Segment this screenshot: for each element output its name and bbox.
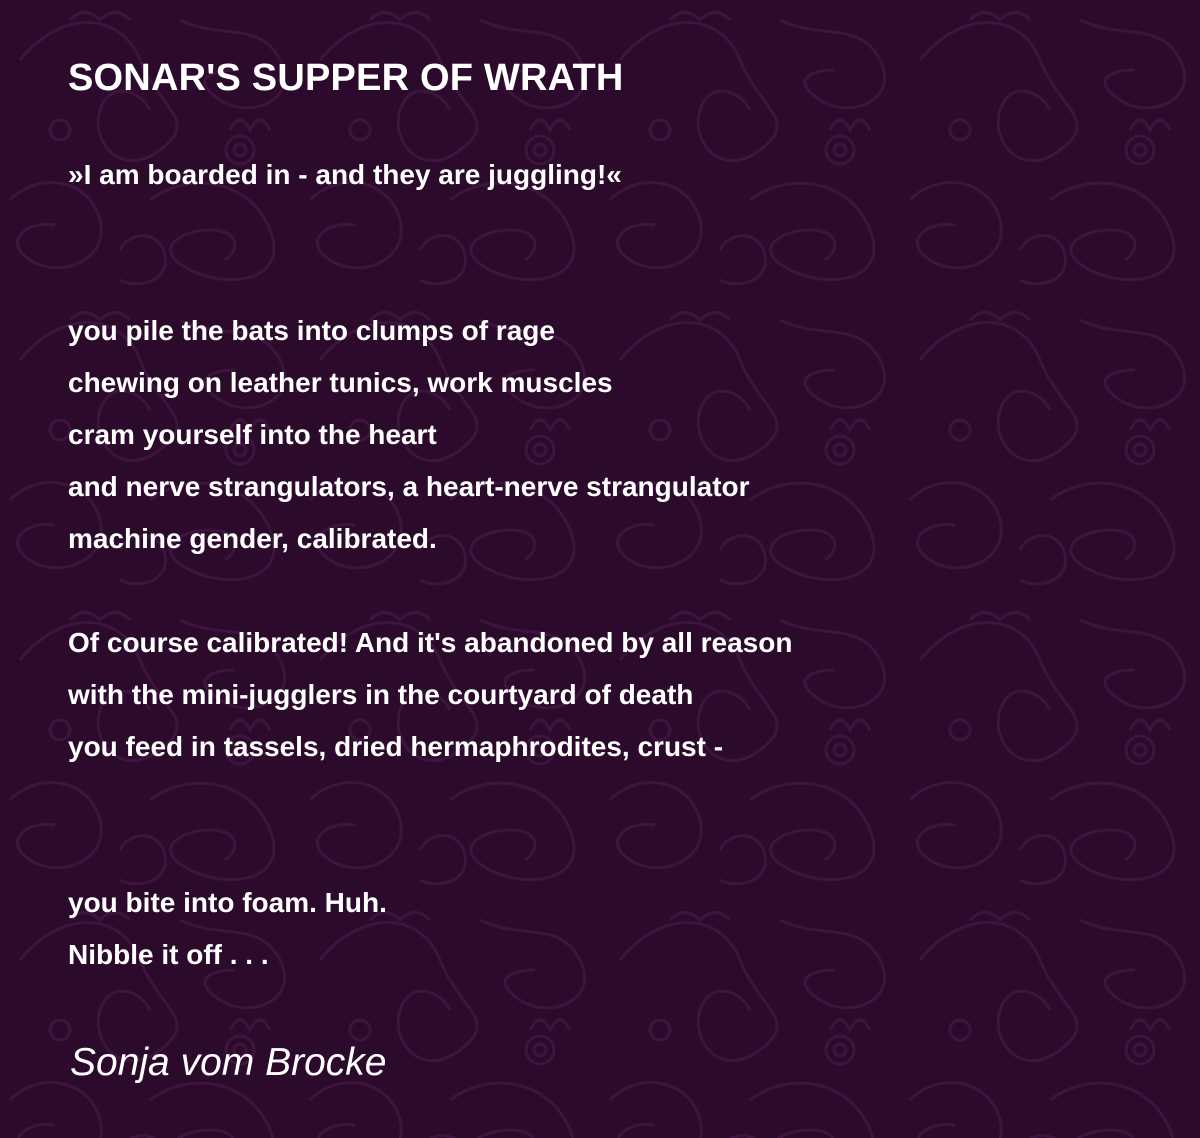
poem-line: Nibble it off . . . <box>68 939 269 970</box>
poem-line: cram yourself into the heart <box>68 419 437 450</box>
poem-line: machine gender, calibrated. <box>68 523 437 554</box>
poem-line: with the mini-jugglers in the courtyard of death <box>68 679 694 710</box>
poem-line: »I am boarded in - and they are juggling!« <box>68 159 622 190</box>
poem-title: SONAR'S SUPPER OF WRATH <box>68 57 624 99</box>
poem-line: you pile the bats into clumps of rage <box>68 315 555 346</box>
poem-line: you bite into foam. Huh. <box>68 887 387 918</box>
poem-line: you feed in tassels, dried hermaphrodites, crust - <box>68 731 724 762</box>
poem-author: Sonja vom Brocke <box>70 1041 387 1084</box>
poem-line: chewing on leather tunics, work muscles <box>68 367 613 398</box>
poem-line: Of course calibrated! And it's abandoned by all reason <box>68 627 793 658</box>
poem-line: and nerve strangulators, a heart-nerve strangulator <box>68 471 750 502</box>
